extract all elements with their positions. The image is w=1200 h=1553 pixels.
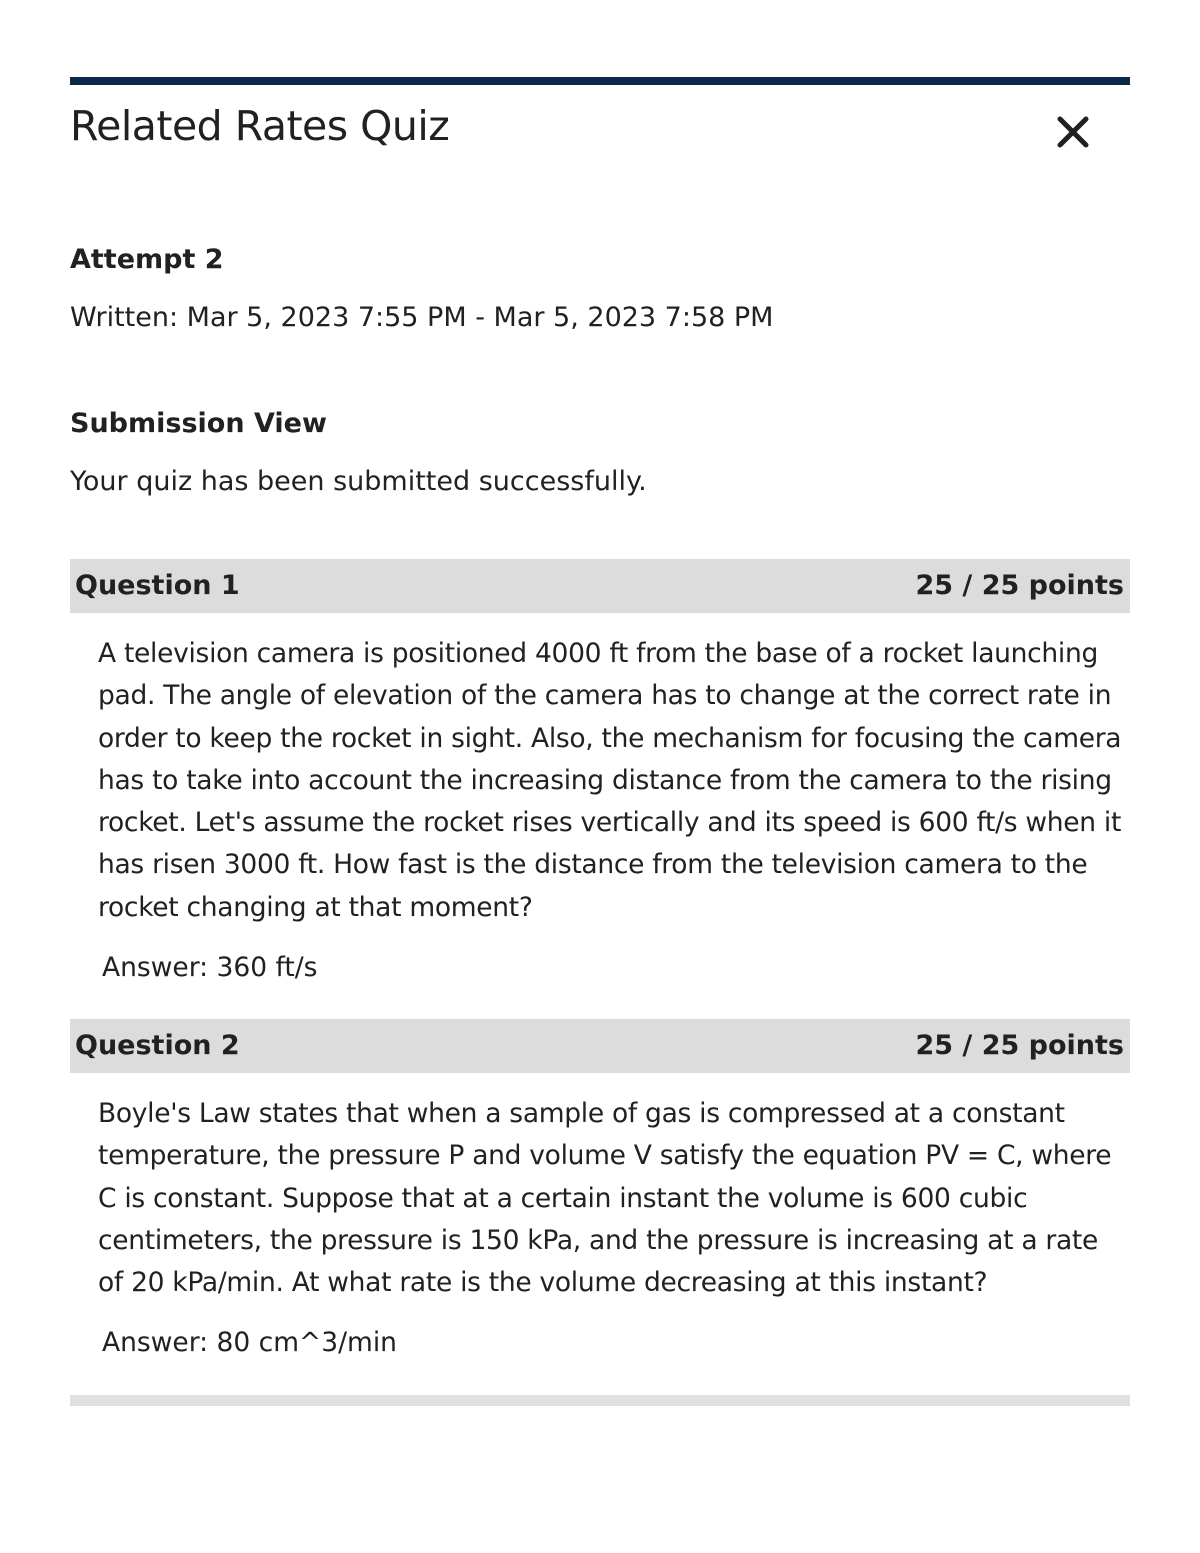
question-points: 25 / 25 points <box>915 1030 1124 1061</box>
question-title: Question 2 <box>75 1030 240 1061</box>
submission-message: Your quiz has been submitted successfully. <box>70 466 647 497</box>
written-timestamp: Written: Mar 5, 2023 7:55 PM - Mar 5, 2023 7:58 PM <box>70 302 774 333</box>
question-text: Boyle's Law states that when a sample of gas is compressed at a constant temperature, the pressure P and volume V satisfy the equation PV = C, where C is constant. Suppose that at a certain instant the volume is 600 cubic centimeters, the pressure is 150 kPa, and the pressure is increasing at a rate of 20 kPa/min. At what rate is the volume decreasing at this instant? <box>98 1098 1112 1299</box>
submission-view-heading: Submission View <box>70 408 327 439</box>
question-header <box>70 1019 1130 1073</box>
close-icon[interactable] <box>1056 115 1090 149</box>
question-block <box>70 559 1130 985</box>
page-title: Related Rates Quiz <box>70 102 450 150</box>
question-header <box>70 559 1130 613</box>
question-answer: Answer: 80 cm^3/min <box>102 1327 397 1359</box>
title-row <box>70 101 1130 161</box>
question-answer: Answer: 360 ft/s <box>102 952 318 984</box>
question-block <box>70 1019 1130 1360</box>
quiz-submission-page <box>70 77 1130 1359</box>
question-points: 25 / 25 points <box>915 570 1124 601</box>
top-rule <box>70 77 1130 85</box>
bottom-rule <box>70 1395 1130 1406</box>
question-title: Question 1 <box>75 570 240 601</box>
question-text: A television camera is positioned 4000 ft from the base of a rocket launching pad. The angle of elevation of the camera has to change at the correct rate in order to keep the rocket in sight. Also, the mechanism for focusing the camera has to take into account the increasing distance from the camera to the rising rocket. Let's assume the rocket rises vertically and its speed is 600 ft/s when it has risen 3000 ft. How fast is the distance from the television camera to the rocket changing at that moment? <box>98 638 1122 923</box>
attempt-heading: Attempt 2 <box>70 244 224 275</box>
